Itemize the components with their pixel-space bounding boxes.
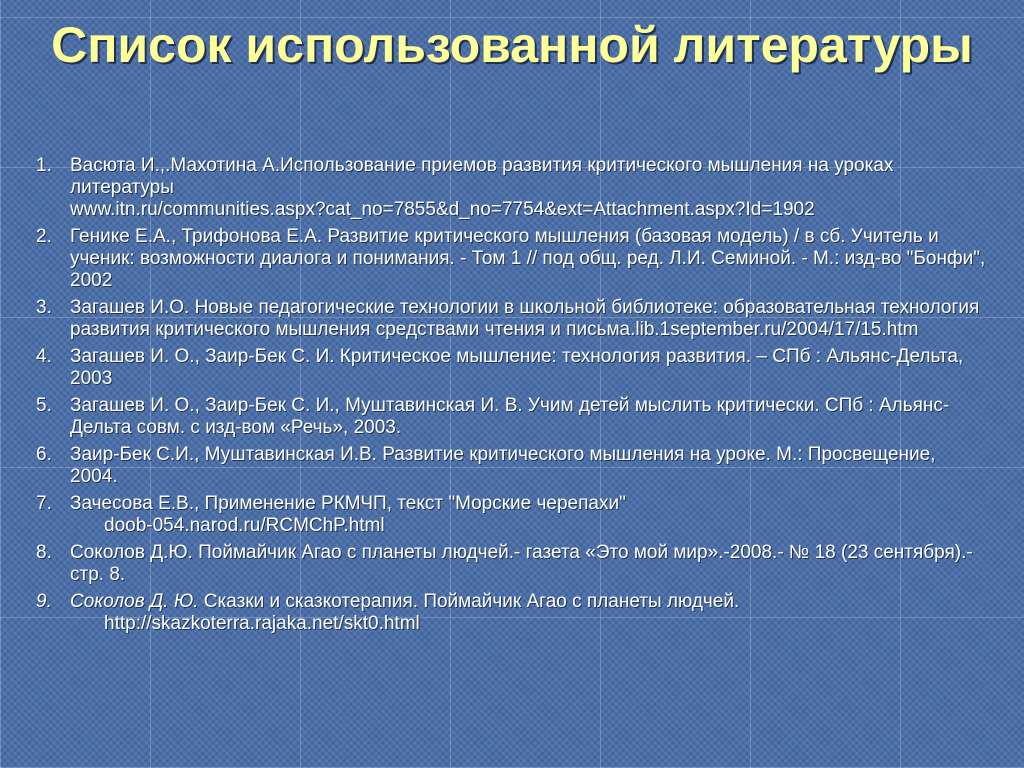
reference-text: Заир-Бек С.И., Муштавинская И.В. Развитие критического мышления на уроке. М.: Просвещение, 2004. [70, 444, 936, 487]
reference-item [36, 346, 986, 390]
reference-item [36, 155, 986, 221]
reference-text: Сказки и сказкотерапия. Поймайчик Агао с планеты людчей. [198, 591, 740, 612]
reference-item [36, 226, 986, 292]
reference-item [36, 542, 986, 586]
reference-number: 3. [36, 297, 52, 318]
reference-link[interactable]: www.itn.ru/communities.aspx?cat_no=7855&d_no=7754&ext=Attachment.aspx?Id=1902 [70, 199, 815, 220]
reference-text: Зачесова Е.В., Применение РКМЧП, текст "Морские черепахи" [70, 493, 626, 514]
reference-number: 2. [36, 226, 52, 247]
reference-item [36, 493, 986, 537]
reference-text: Васюта И.,.Махотина А.Использование приемов развития критического мышления на уроках литературы [70, 155, 894, 198]
reference-item [36, 591, 986, 635]
reference-number: 5. [36, 395, 52, 416]
reference-link[interactable]: http://skazkoterra.rajaka.net/skt0.html [104, 613, 420, 634]
reference-number: 9. [36, 591, 52, 612]
reference-item [36, 444, 986, 488]
reference-text: Загашев И. О., Заир-Бек С. И. Критическое мышление: технология развития. – СПб : Альянс-Дельта, 2003 [70, 346, 964, 389]
reference-text: Соколов Д.Ю. Поймайчик Агао с планеты людчей.- газета «Это мой мир».-2008.- № 18 (23 сентября).- стр. 8. [70, 542, 973, 585]
reference-author: Соколов Д. Ю. [70, 591, 199, 612]
slide-title: Список использованной литературы [51, 17, 973, 73]
reference-number: 4. [36, 346, 52, 367]
reference-number: 7. [36, 493, 52, 514]
reference-link[interactable]: doob-054.narod.ru/RCMChP.html [104, 515, 385, 536]
reference-text: Загашев И.О. Новые педагогические технологии в школьной библиотеке: образовательная технология развития критического мышления средствами чтения и письма.lib.1september.ru/2004/17/15.htm [70, 297, 980, 340]
references-list [36, 155, 986, 640]
reference-number: 1. [36, 155, 52, 176]
reference-number: 8. [36, 542, 52, 563]
reference-text: Генике Е.А., Трифонова Е.А. Развитие критического мышления (базовая модель) / в сб. Учитель и ученик: возможности диалога и понимания. - Том 1 // под общ. ред. Л.И. Семиной. - М.: изд-во "Бонфи", 2002 [70, 226, 986, 291]
reference-item [36, 297, 986, 341]
reference-text: Загашев И. О., Заир-Бек С. И., Муштавинская И. В. Учим детей мыслить критически. СПб : Альянс-Дельта совм. с изд-вом «Речь», 2003. [70, 395, 950, 438]
reference-item [36, 395, 986, 439]
reference-number: 6. [36, 444, 52, 465]
